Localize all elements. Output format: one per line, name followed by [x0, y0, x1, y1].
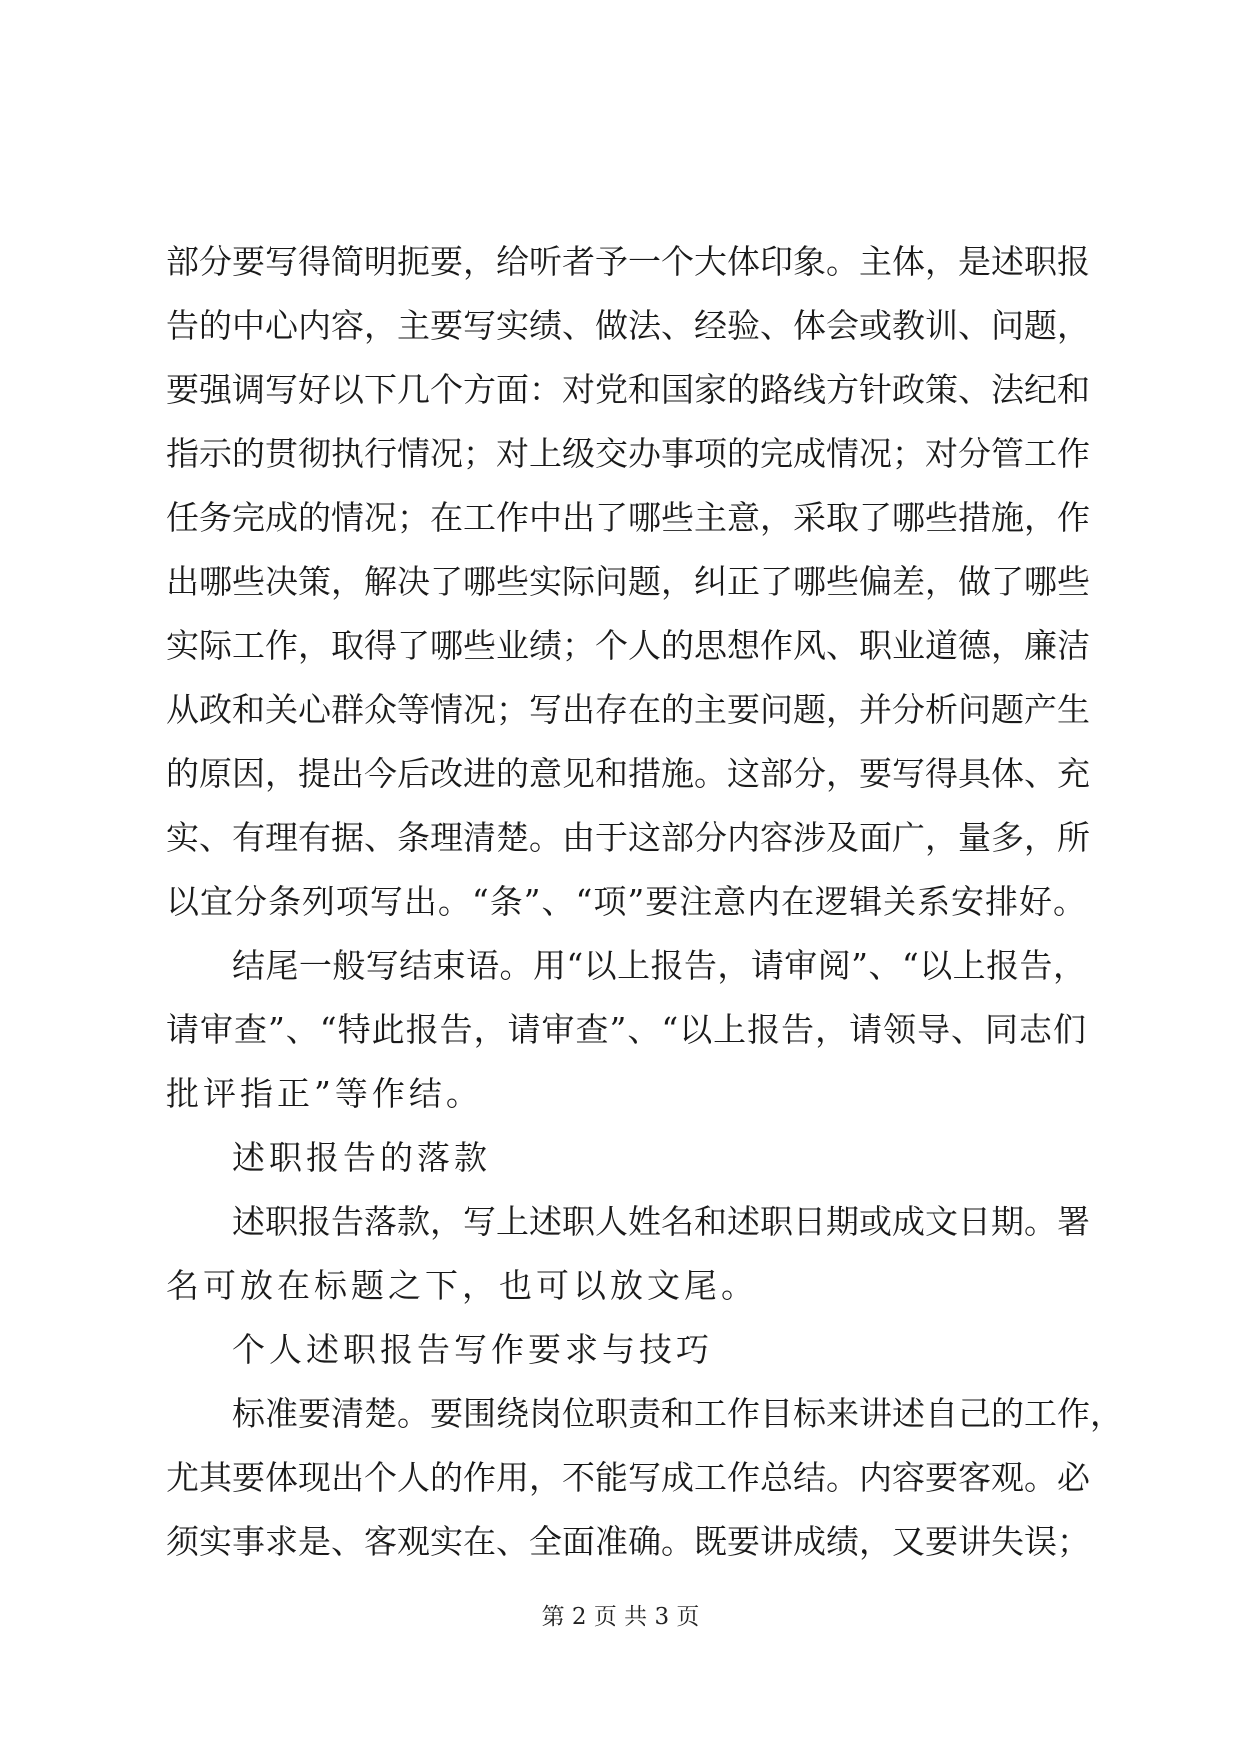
document-body [166, 230, 1123, 1574]
text-line: 出哪些决策，解决了哪些实际问题，纠正了哪些偏差，做了哪些 [166, 562, 1090, 601]
text-line: 以宜分条列项写出。“条”、“项”要注意内在逻辑关系安排好。 [166, 882, 1086, 921]
text-line: 实、有理有据、条理清楚。由于这部分内容涉及面广，量多，所 [166, 818, 1090, 857]
text-line: 实际工作，取得了哪些业绩；个人的思想作风、职业道德，廉洁 [166, 626, 1090, 665]
text-line: 名可放在标题之下，也可以放文尾。 [166, 1266, 758, 1305]
text-line: 指示的贯彻执行情况；对上级交办事项的完成情况；对分管工作 [166, 434, 1090, 473]
text-line: 请审查”、“特此报告，请审查”、“以上报告，请领导、同志们 [166, 1010, 1086, 1049]
text-line: 要强调写好以下几个方面：对党和国家的路线方针政策、法纪和 [166, 370, 1090, 409]
text-line: 部分要写得简明扼要，给听者予一个大体印象。主体，是述职报 [166, 242, 1090, 281]
text-line: 任务完成的情况；在工作中出了哪些主意，采取了哪些措施，作 [166, 498, 1090, 537]
text-line: 尤其要体现出个人的作用，不能写成工作总结。内容要客观。必 [166, 1458, 1090, 1497]
text-line: 的原因，提出今后改进的意见和措施。这部分，要写得具体、充 [166, 754, 1090, 793]
section-heading: 述职报告的落款 [232, 1138, 491, 1177]
text-line: 须实事求是、客观实在、全面准确。既要讲成绩，又要讲失误； [166, 1522, 1090, 1561]
text-line: 告的中心内容，主要写实绩、做法、经验、体会或教训、问题， [166, 306, 1090, 345]
text-line: 述职报告落款，写上述职人姓名和述职日期或成文日期。署 [232, 1202, 1090, 1241]
page-number-footer: 第 2 页 共 3 页 [541, 1604, 700, 1630]
section-heading: 个人述职报告写作要求与技巧 [232, 1330, 713, 1369]
text-line: 从政和关心群众等情况；写出存在的主要问题，并分析问题产生 [166, 690, 1090, 729]
text-line: 结尾一般写结束语。用“以上报告，请审阅”、“以上报告， [232, 946, 1086, 985]
text-line: 标准要清楚。要围绕岗位职责和工作目标来讲述自己的工作， [232, 1394, 1123, 1433]
text-line: 批评指正”等作结。 [166, 1074, 483, 1113]
